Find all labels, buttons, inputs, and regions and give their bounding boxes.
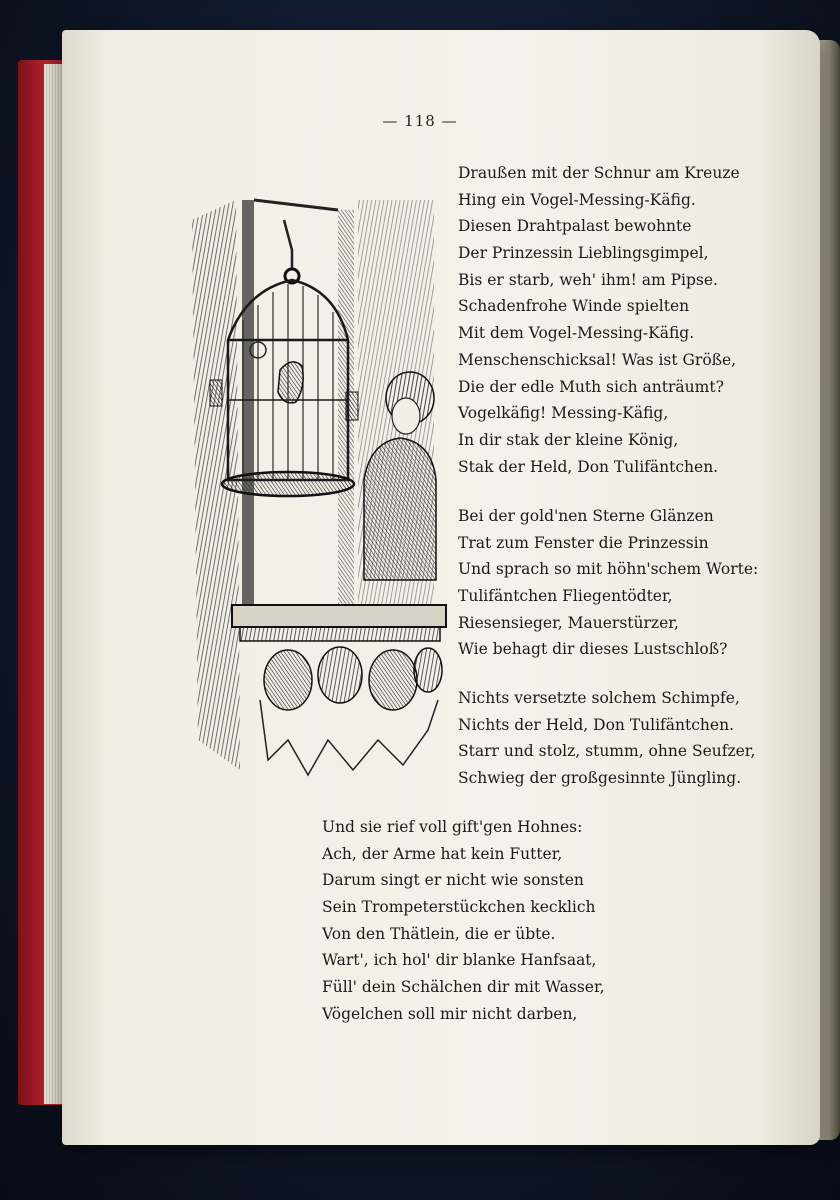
stanza-4 — [322, 814, 605, 1028]
birdcage-illustration — [188, 180, 450, 780]
verse-line: Riesensieger, Mauerstürzer, — [458, 613, 679, 632]
verse-line: Tulifäntchen Fliegentödter, — [458, 587, 673, 606]
verse-line: In dir stak der kleine König, — [458, 430, 679, 449]
verse-line: Und sie rief voll gift'gen Hohnes: — [322, 818, 583, 836]
verse-line: Draußen mit der Schnur am Kreuze — [458, 164, 740, 182]
verse-line: Die der edle Muth sich anträumt? — [458, 377, 724, 396]
verse-line: Mit dem Vogel-Messing-Käfig. — [458, 324, 695, 343]
verse-line: Von den Thätlein, die er übte. — [322, 924, 556, 943]
verse-line: Hing ein Vogel-Messing-Käfig. — [458, 190, 696, 209]
verse-line: Füll' dein Schälchen dir mit Wasser, — [322, 978, 605, 997]
verse-line: Bei der gold'nen Sterne Glänzen — [458, 507, 714, 525]
verse-line: Und sprach so mit höhn'schem Worte: — [458, 560, 759, 579]
page-number: — 118 — — [382, 112, 458, 130]
verse-line: Schadenfrohe Winde spielten — [458, 297, 690, 316]
verse-line: Bis er starb, weh' ihm! am Pipse. — [458, 270, 718, 289]
verse-line: Stak der Held, Don Tulifäntchen. — [458, 457, 719, 476]
verse-line: Der Prinzessin Lieblingsgimpel, — [458, 244, 709, 263]
stanza-2 — [458, 503, 758, 663]
verse-line: Wie behagt dir dieses Lustschloß? — [458, 640, 728, 659]
verse-line: Wart', ich hol' dir blanke Hanfsaat, — [322, 951, 597, 970]
stanza-3 — [458, 685, 755, 792]
verse-line: Starr und stolz, stumm, ohne Seufzer, — [458, 742, 756, 761]
verse-line: Trat zum Fenster die Prinzessin — [458, 533, 709, 552]
verse-line: Vogelkäfig! Messing-Käfig, — [458, 404, 669, 423]
verse-line: Nichts versetzte solchem Schimpfe, — [458, 689, 740, 707]
stanza-1 — [458, 160, 740, 480]
verse-line: Darum singt er nicht wie sonsten — [322, 871, 584, 890]
verse-line: Nichts der Held, Don Tulifäntchen. — [458, 715, 734, 734]
verse-line: Ach, der Arme hat kein Futter, — [322, 844, 563, 863]
verse-line: Vögelchen soll mir nicht darben, — [322, 1004, 578, 1023]
verse-line: Menschenschicksal! Was ist Größe, — [458, 350, 737, 369]
verse-line: Schwieg der großgesinnte Jüngling. — [458, 769, 742, 788]
verse-line: Diesen Drahtpalast bewohnte — [458, 217, 692, 236]
verse-line: Sein Trompeterstückchen kecklich — [322, 898, 596, 917]
